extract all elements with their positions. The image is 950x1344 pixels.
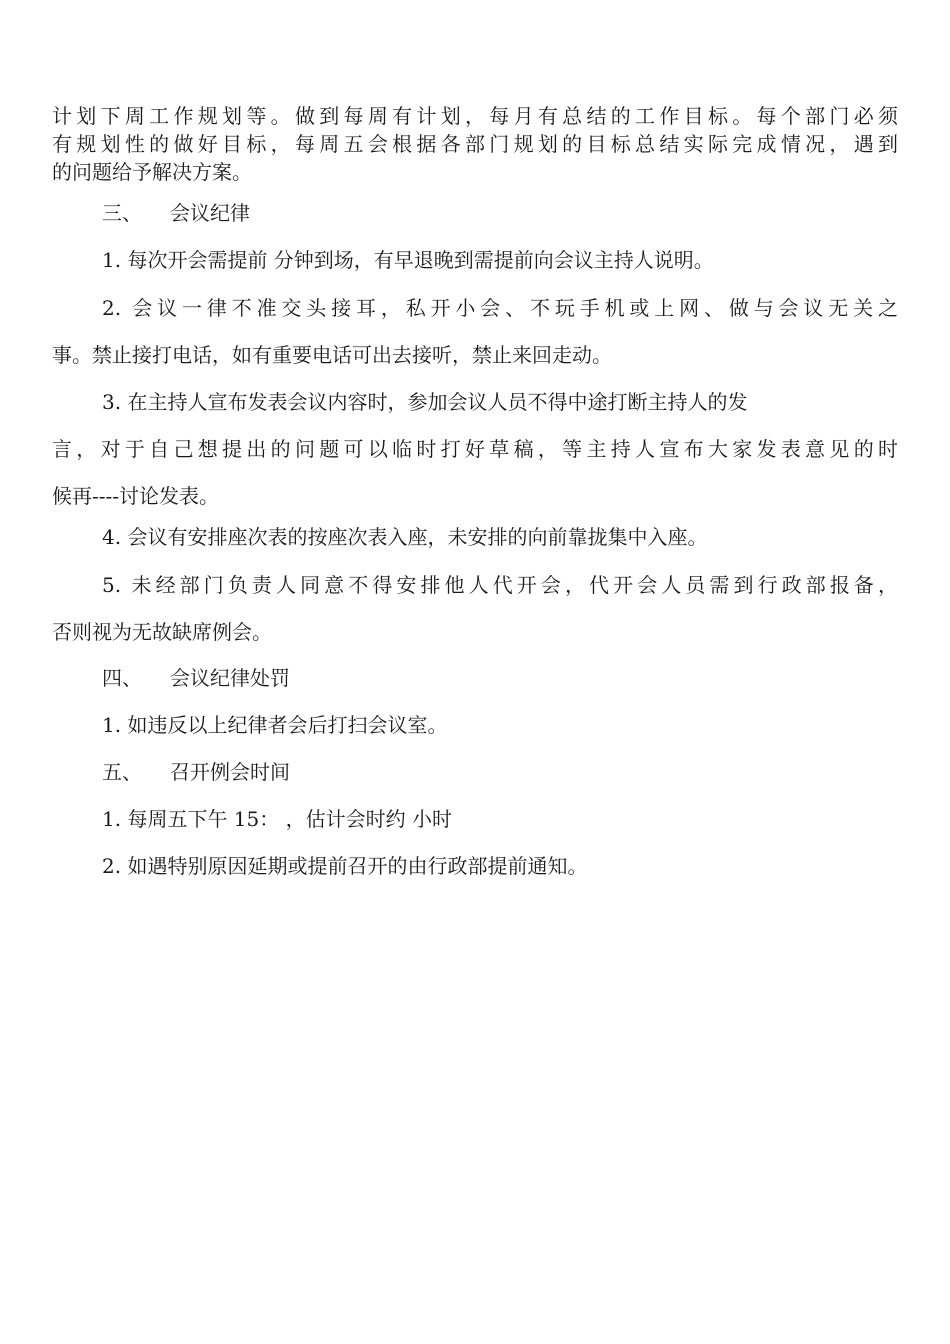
section-3-item-1: 1. 每次开会需提前 分钟到场，有早退晚到需提前向会议主持人说明。 — [102, 248, 714, 272]
section-5-heading — [102, 759, 898, 785]
section-3-item-5-line-1: 5. 未经部门负责人同意不得安排他人代开会，代开会人员需到行政部报备， — [102, 573, 898, 597]
intro-line-2: 有规划性的做好目标，每周五会根据各部门规划的目标总结实际完成情况，遇到 — [52, 132, 898, 156]
section-3-number: 三、 — [102, 201, 142, 225]
section-3-item-5-line-2: 否则视为无故缺席例会。 — [52, 620, 272, 644]
section-3-item-3-line-1: 3. 在主持人宣布发表会议内容时，参加会议人员不得中途打断主持人的发 — [102, 390, 748, 414]
intro-line-3: 的问题给予解决方案。 — [52, 160, 252, 184]
section-3-item-2-line-1: 2. 会议一律不准交头接耳，私开小会、不玩手机或上网、做与会议无关之 — [102, 296, 898, 320]
section-5-title: 召开例会时间 — [170, 760, 290, 784]
section-5-item-1: 1. 每周五下午 15： ，估计会时约 小时 — [102, 807, 452, 831]
section-3-heading — [102, 200, 898, 226]
section-5-item-2: 2. 如遇特别原因延期或提前召开的由行政部提前通知。 — [102, 854, 588, 878]
intro-line-1: 计划下周工作规划等。做到每周有计划，每月有总结的工作目标。每个部门必须 — [52, 104, 898, 128]
section-3-item-2-line-2: 事。禁止接打电话，如有重要电话可出去接听，禁止来回走动。 — [52, 343, 612, 367]
section-4-heading — [102, 665, 898, 691]
section-4-title: 会议纪律处罚 — [170, 666, 290, 690]
section-3-item-3-line-3: 候再----讨论发表。 — [52, 484, 220, 508]
section-3-item-3-line-2: 言，对于自己想提出的问题可以临时打好草稿，等主持人宣布大家发表意见的时 — [52, 437, 898, 461]
section-5-number: 五、 — [102, 760, 142, 784]
section-3-item-4: 4. 会议有安排座次表的按座次表入座，未安排的向前靠拢集中入座。 — [102, 525, 708, 549]
section-4-number: 四、 — [102, 666, 142, 690]
section-4-item-1: 1. 如违反以上纪律者会后打扫会议室。 — [102, 713, 448, 737]
section-3-title: 会议纪律 — [170, 201, 250, 225]
